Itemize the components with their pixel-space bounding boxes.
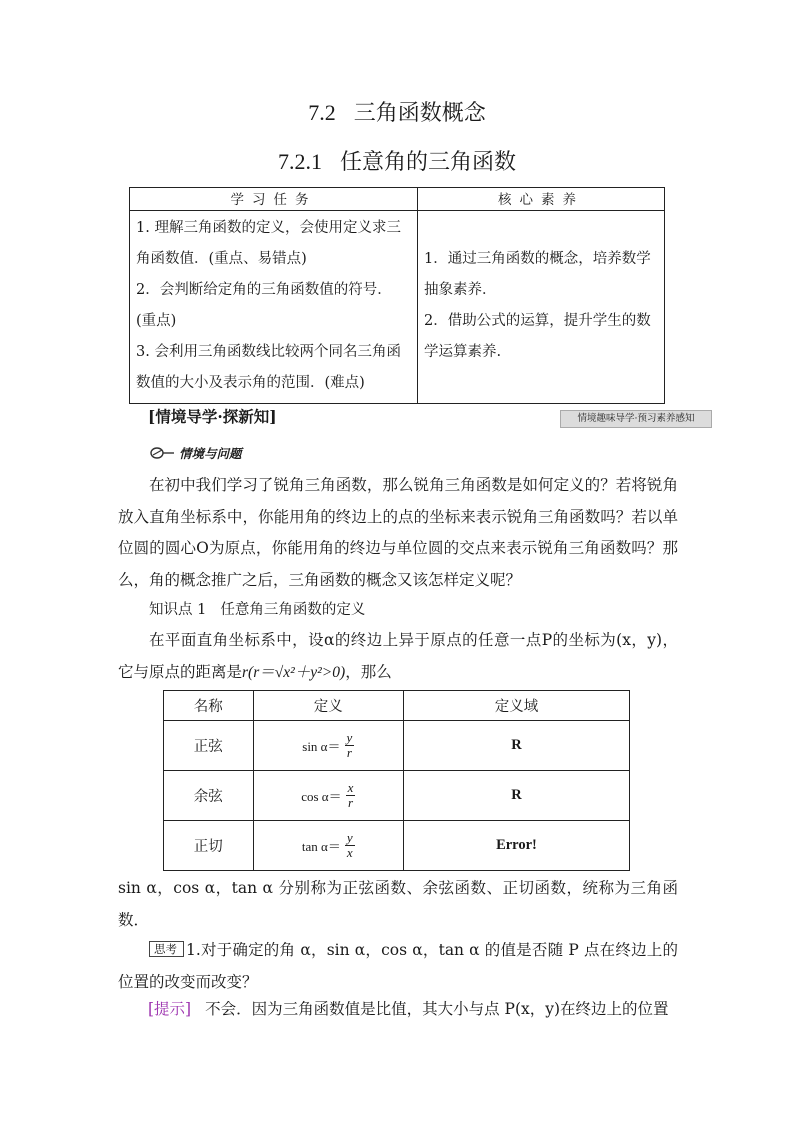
- numerator: x: [347, 780, 354, 795]
- summary-paragraph: sin α，cos α，tan α 分别称为正弦函数、余弦函数、正切函数，统称为三角函数．: [118, 879, 678, 929]
- numerator: y: [346, 830, 353, 845]
- literacy-header: 核心素养: [418, 188, 665, 211]
- function-domain: R: [403, 721, 629, 771]
- task-item: 2．会判断给定角的三角函数值的符号．(重点): [136, 282, 392, 329]
- task-item: 1. 理解三角函数的定义，会使用定义求三角函数值．(重点、易错点): [136, 220, 401, 267]
- section-number: 7.2.1: [277, 149, 322, 174]
- think-text: 1.对于确定的角 α，sin α，cos α，tan α 的值是否随 P 点在终边上的位置的改变而改变？: [118, 941, 678, 991]
- hint-line: [148, 997, 669, 1019]
- distance-formula: r(r＝√x²＋y²>0): [242, 663, 346, 681]
- function-domain: Error!: [403, 821, 629, 871]
- func-label: sin α＝: [302, 739, 341, 754]
- definition-text: 在平面直角坐标系中，设α的终边上异于原点的任意一点P的坐标为(x，y)，它与原点的距离是: [118, 631, 678, 681]
- chapter-number: 7.2: [308, 100, 336, 125]
- definition-table: [163, 690, 630, 871]
- func-label: cos α＝: [301, 789, 342, 804]
- chapter-name: 三角函数概念: [353, 101, 486, 126]
- function-name: 正弦: [164, 721, 254, 771]
- col-header-domain: 定义域: [403, 691, 629, 721]
- function-definition: [253, 821, 403, 871]
- function-name: 余弦: [164, 771, 254, 821]
- intro-paragraph: 在初中我们学习了锐角三角函数，那么锐角三角函数是如何定义的？若将锐角放入直角坐标系中，你能用角的终边上的点的坐标来表示锐角三角函数吗？若以单位圆的圆心O为原点，你能用角的终边与单位圆的交点来表示锐角三角函数吗？那么，角的概念推广之后，三角函数的概念又该怎样定义呢？: [118, 476, 678, 589]
- literacy-cell: [418, 211, 665, 404]
- knowledge-title: 任意角三角函数的定义: [220, 602, 366, 618]
- definition-paragraph: [118, 625, 678, 688]
- col-header-definition: 定义: [253, 691, 403, 721]
- table-row: [164, 821, 630, 871]
- leaf-icon: [150, 446, 176, 460]
- literacy-item: 1．通过三角函数的概念，培养数学抽象素养．: [424, 251, 651, 298]
- hint-text: 不会．因为三角函数值是比值，其大小与点 P(x，y)在终边上的位置: [205, 1000, 669, 1018]
- think-question: [118, 935, 678, 998]
- literacy-item: 2．借助公式的运算，提升学生的数学运算素养.: [424, 313, 651, 360]
- section-heading: [情境导学·探新知]: [148, 407, 277, 426]
- fraction: [346, 781, 356, 810]
- section-tagline: 情境趣味导学·预习素养感知: [560, 410, 712, 428]
- section-name: 任意角的三角函数: [339, 150, 516, 175]
- denominator: r: [347, 795, 353, 810]
- learning-goals-table: [129, 187, 665, 404]
- table-row: [164, 721, 630, 771]
- knowledge-point: [149, 598, 365, 619]
- tasks-cell: [130, 211, 418, 404]
- subheading: [150, 444, 242, 462]
- hint-tag: [提示]: [148, 1000, 192, 1018]
- task-item: 3. 会利用三角函数线比较两个同名三角函数值的大小及表示角的范围．(难点): [136, 344, 401, 391]
- think-badge: 思考: [149, 941, 184, 957]
- denominator: x: [346, 845, 353, 860]
- function-domain: R: [403, 771, 629, 821]
- numerator: y: [346, 730, 353, 745]
- section-title: [0, 145, 794, 176]
- chapter-title: [0, 96, 794, 127]
- function-definition: [253, 771, 403, 821]
- table-row: [164, 771, 630, 821]
- fraction: [345, 731, 355, 760]
- function-definition: [253, 721, 403, 771]
- func-label: tan α＝: [301, 839, 341, 854]
- function-name: 正切: [164, 821, 254, 871]
- knowledge-label: 知识点 1: [149, 602, 207, 618]
- subheading-text: 情境与问题: [179, 446, 242, 461]
- tasks-header: 学习任务: [130, 188, 418, 211]
- fraction: [345, 831, 355, 860]
- denominator: r: [346, 745, 352, 760]
- definition-text-end: ，那么: [345, 662, 392, 681]
- col-header-name: 名称: [164, 691, 254, 721]
